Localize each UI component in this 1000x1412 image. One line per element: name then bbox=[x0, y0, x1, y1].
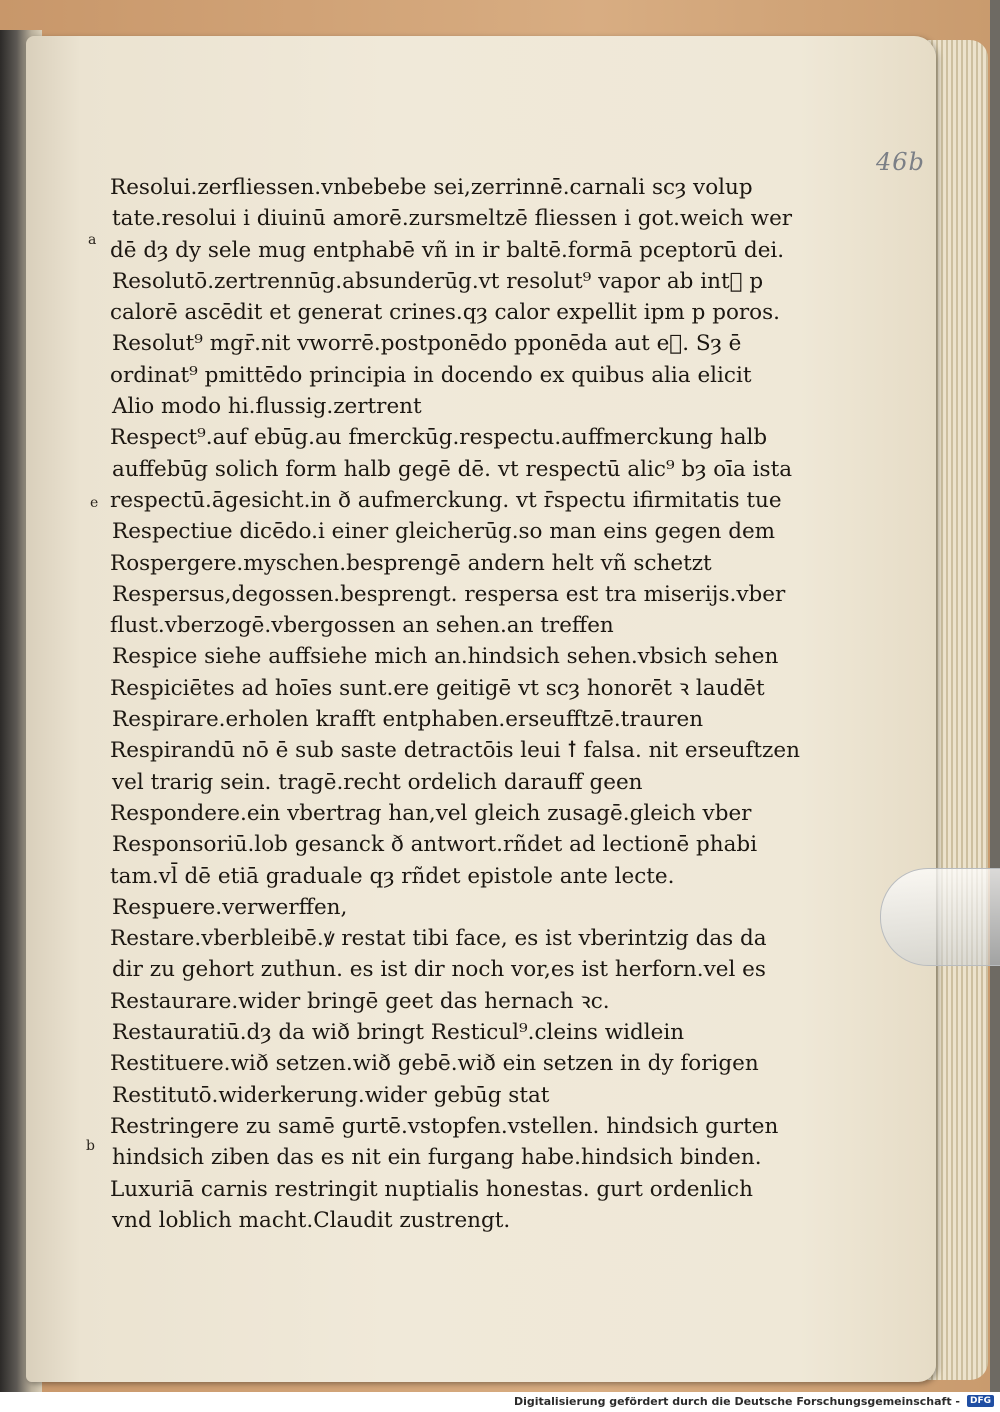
footer-bar bbox=[0, 1392, 1000, 1412]
text-line: Resolutō.zertrennūg.absunderūg.vt resolut⁹ vapor ab intᷓ p bbox=[112, 268, 764, 294]
margin-mark: b bbox=[86, 1138, 95, 1154]
text-line: ordinat⁹ pmittēdo principia in docendo ex quibus alia elicit bbox=[110, 362, 752, 388]
text-line: Resolui.zerfliessen.vnbebebe sei,zerrinnē.carnali scȝ volup bbox=[110, 175, 753, 200]
text-line: Restauratiū.dȝ da wið bringt Resticul⁹.cleins widlein bbox=[112, 1020, 685, 1046]
dfg-logo: DFG bbox=[967, 1395, 994, 1407]
text-line: Respirandū nō ē sub saste detractōis leui ꝉ falsa. nit erseuftzen bbox=[110, 738, 800, 764]
text-block bbox=[110, 172, 830, 1236]
text-line: Restaurare.wider bringē geet das hernach ꝛc. bbox=[110, 988, 610, 1014]
text-line: Restitutō.widerkerung.wider gebūg stat bbox=[112, 1082, 550, 1108]
folio-number: 46b bbox=[876, 148, 925, 176]
text-line: Alio modo hi.flussig.zertrent bbox=[112, 394, 422, 420]
text-line: Restare.vberbleibē.ꝟ restat tibi face, es ist vberintzig das da bbox=[110, 926, 767, 952]
text-line: Respirare.erholen krafft entphaben.erseufftzē.trauren bbox=[112, 707, 704, 733]
margin-mark: e bbox=[90, 495, 99, 511]
text-line: dir zu gehort zuthun. es ist dir noch vor,es ist herforn.vel es bbox=[112, 957, 766, 983]
text-line: calorē ascēdit et generat crines.qȝ calor expellit ipm p poros. bbox=[110, 300, 780, 326]
text-line: hindsich ziben das es nit ein furgang habe.hindsich binden. bbox=[112, 1145, 762, 1171]
text-line: Luxuriā carnis restringit nuptialis honestas. gurt ordenlich bbox=[110, 1176, 753, 1202]
text-line: Respectiue dicēdo.i einer gleicherūg.so man eins gegen dem bbox=[112, 519, 776, 545]
margin-mark: a bbox=[88, 232, 97, 248]
text-line: Respondere.ein vbertrag han,vel gleich zusagē.gleich vber bbox=[110, 800, 752, 826]
text-line: Respect⁹.auf ebūg.au fmerckūg.respectu.auffmerckung halb bbox=[110, 425, 768, 451]
text-line: Rospergere.myschen.besprengē andern helt vñ schetzt bbox=[110, 550, 712, 576]
page-clip bbox=[880, 868, 1000, 966]
text-line: flust.vberzogē.vbergossen an sehen.an treffen bbox=[110, 613, 614, 639]
text-line: Restringere zu samē gurtē.vstopfen.vstellen. hindsich gurten bbox=[110, 1113, 779, 1139]
text-line: Respuere.verwerffen, bbox=[112, 894, 348, 920]
text-line: Responsoriū.lob gesanck ð antwort.rñdet ad lectionē phabi bbox=[112, 832, 758, 858]
text-line: tam.vl̄ dē etiā graduale qȝ rñdet epistole ante lecte. bbox=[110, 863, 675, 889]
text-line: Respiciētes ad hoīes sunt.ere geitigē vt scȝ honorēt ꝛ laudēt bbox=[110, 675, 765, 701]
text-line: respectū.āgesicht.in ð aufmerckung. vt r̄spectu ifirmitatis tue bbox=[110, 487, 782, 513]
text-line: tate.resolui i diuinū amorē.zursmeltzē fliessen i got.weich wer bbox=[112, 206, 793, 232]
text-line: Resolut⁹ mgr̄.nit vworrē.postponēdo pponēda aut eᷓ. Sȝ ē bbox=[112, 331, 742, 357]
text-line: auffebūg solich form halb gegē dē. vt respectū alic⁹ bȝ oīa ista bbox=[112, 456, 793, 482]
footer-credit: Digitalisierung gefördert durch die Deutsche Forschungsgemeinschaft - bbox=[513, 1395, 960, 1408]
text-line: vel trarig sein. tragē.recht ordelich darauff geen bbox=[112, 769, 643, 795]
text-line: dē dȝ dy sele mug entphabē vñ in ir baltē.formā pceptorū dei. bbox=[110, 237, 785, 263]
text-line: Restituere.wið setzen.wið gebē.wið ein setzen in dy forigen bbox=[110, 1051, 759, 1077]
text-line: Respice siehe auffsiehe mich an.hindsich sehen.vbsich sehen bbox=[112, 644, 779, 670]
text-line: Respersus,degossen.besprengt. respersa est tra miserijs.vber bbox=[112, 581, 786, 607]
text-line: vnd loblich macht.Claudit zustrengt. bbox=[112, 1207, 511, 1233]
